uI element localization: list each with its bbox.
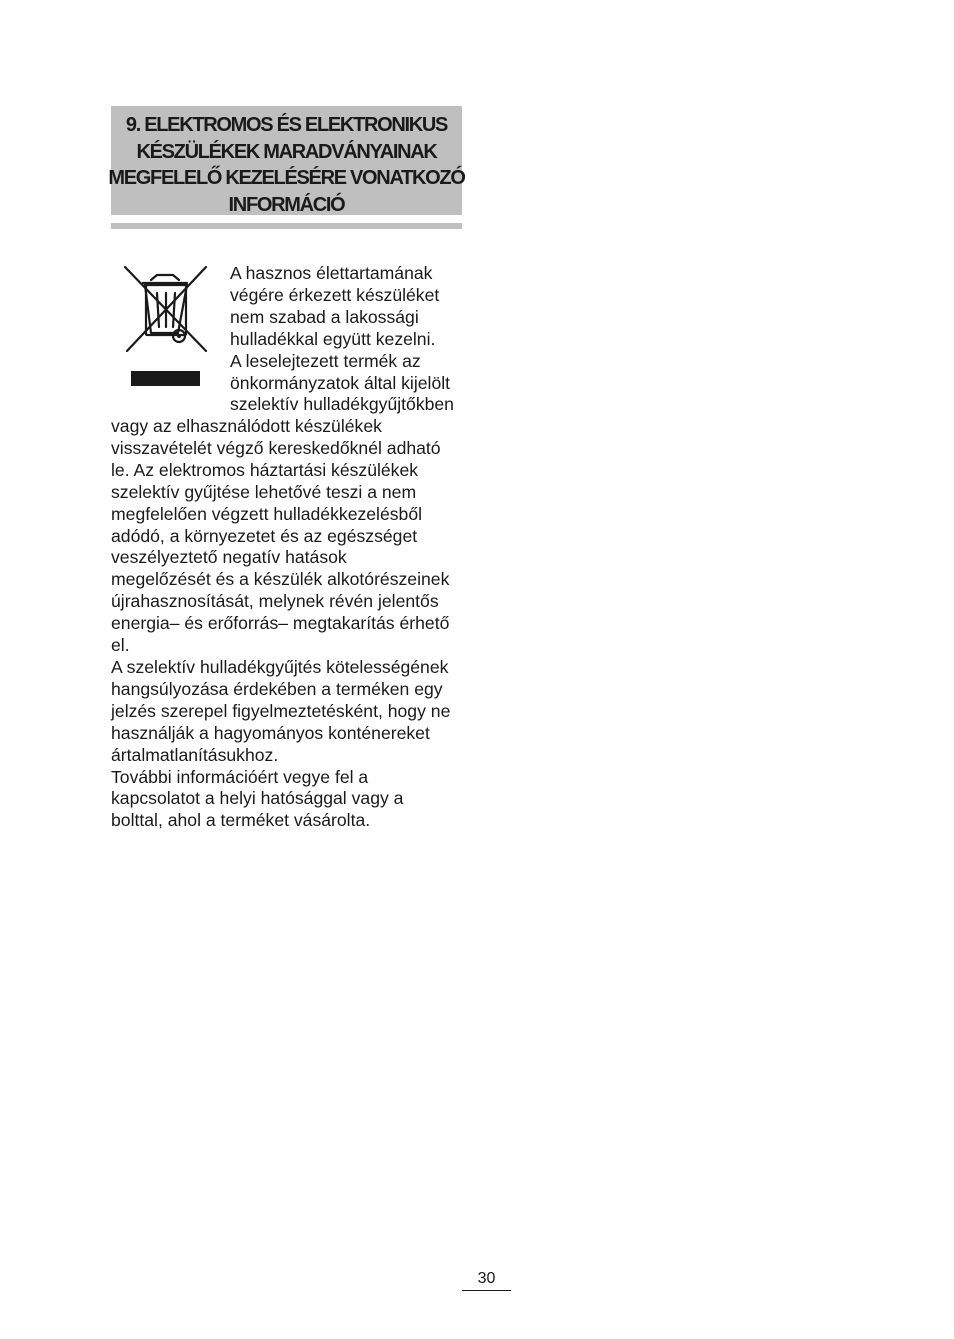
text-line: hangsúlyozása érdekében a terméken egy [111,678,443,699]
section-title-line: MEGFELELŐ KEZELÉSÉRE VONATKOZÓ [108,167,465,189]
section-title-line: 9. ELEKTROMOS ÉS ELEKTRONIKUS [125,114,448,136]
text-line: ártalmatlanításukhoz. [111,744,279,765]
text-line: energia– és erőforrás– megtakarítás érhető [111,613,450,634]
crossed-out-wheelie-bin-icon [121,263,211,389]
text-line: hulladékkal együtt kezelni. [230,328,436,349]
text-line: adódó, a környezetet és az egészséget [111,525,418,546]
text-line: visszavételét végző kereskedőknél adható [111,437,441,458]
text-line: szelektív hulladékgyűjtőkben [230,394,454,415]
text-line: el. [111,635,130,656]
text-line: A hasznos élettartamának [230,263,433,283]
text-line: le. Az elektromos háztartási készülékek [111,459,419,480]
text-line: nem szabad a lakossági [230,306,419,327]
section-title-line: KÉSZÜLÉKEK MARADVÁNYAINAK [136,140,437,163]
text-line: megfelelően végzett hulladékkezelésből [111,503,423,524]
page-number: 30 [462,1269,511,1291]
section-divider [111,223,462,229]
text-line: önkormányzatok által kijelölt [230,372,451,393]
text-line: kapcsolatot a helyi hatósággal vagy a [111,788,404,809]
text-line: újrahasznosítását, melynek révén jelentős [111,591,439,612]
section-title-line: INFORMÁCIÓ [228,193,345,216]
text-line: végére érkezett készüléket [230,284,440,305]
text-line: megelőzését és a készülék alkotórészeinek [111,569,450,590]
text-line: bolttal, ahol a terméket vásárolta. [111,810,371,831]
text-line: veszélyeztető negatív hatások [111,547,347,568]
text-line: vagy az elhasználódott készülékek [111,416,382,436]
text-line: A szelektív hulladékgyűjtés kötelességének [111,656,449,677]
text-line: jelzés szerepel figyelmeztetésként, hogy ne [111,700,451,721]
text-line: szelektív gyűjtése lehetővé teszi a nem [111,481,417,502]
text-line: használják a hagyományos konténereket [111,722,430,743]
section-header [108,106,465,216]
text-line: A leselejtezett termék az [230,350,421,371]
main-paragraph [111,416,450,832]
intro-paragraph [230,263,454,416]
text-line: További információért vegye fel a [111,766,369,787]
